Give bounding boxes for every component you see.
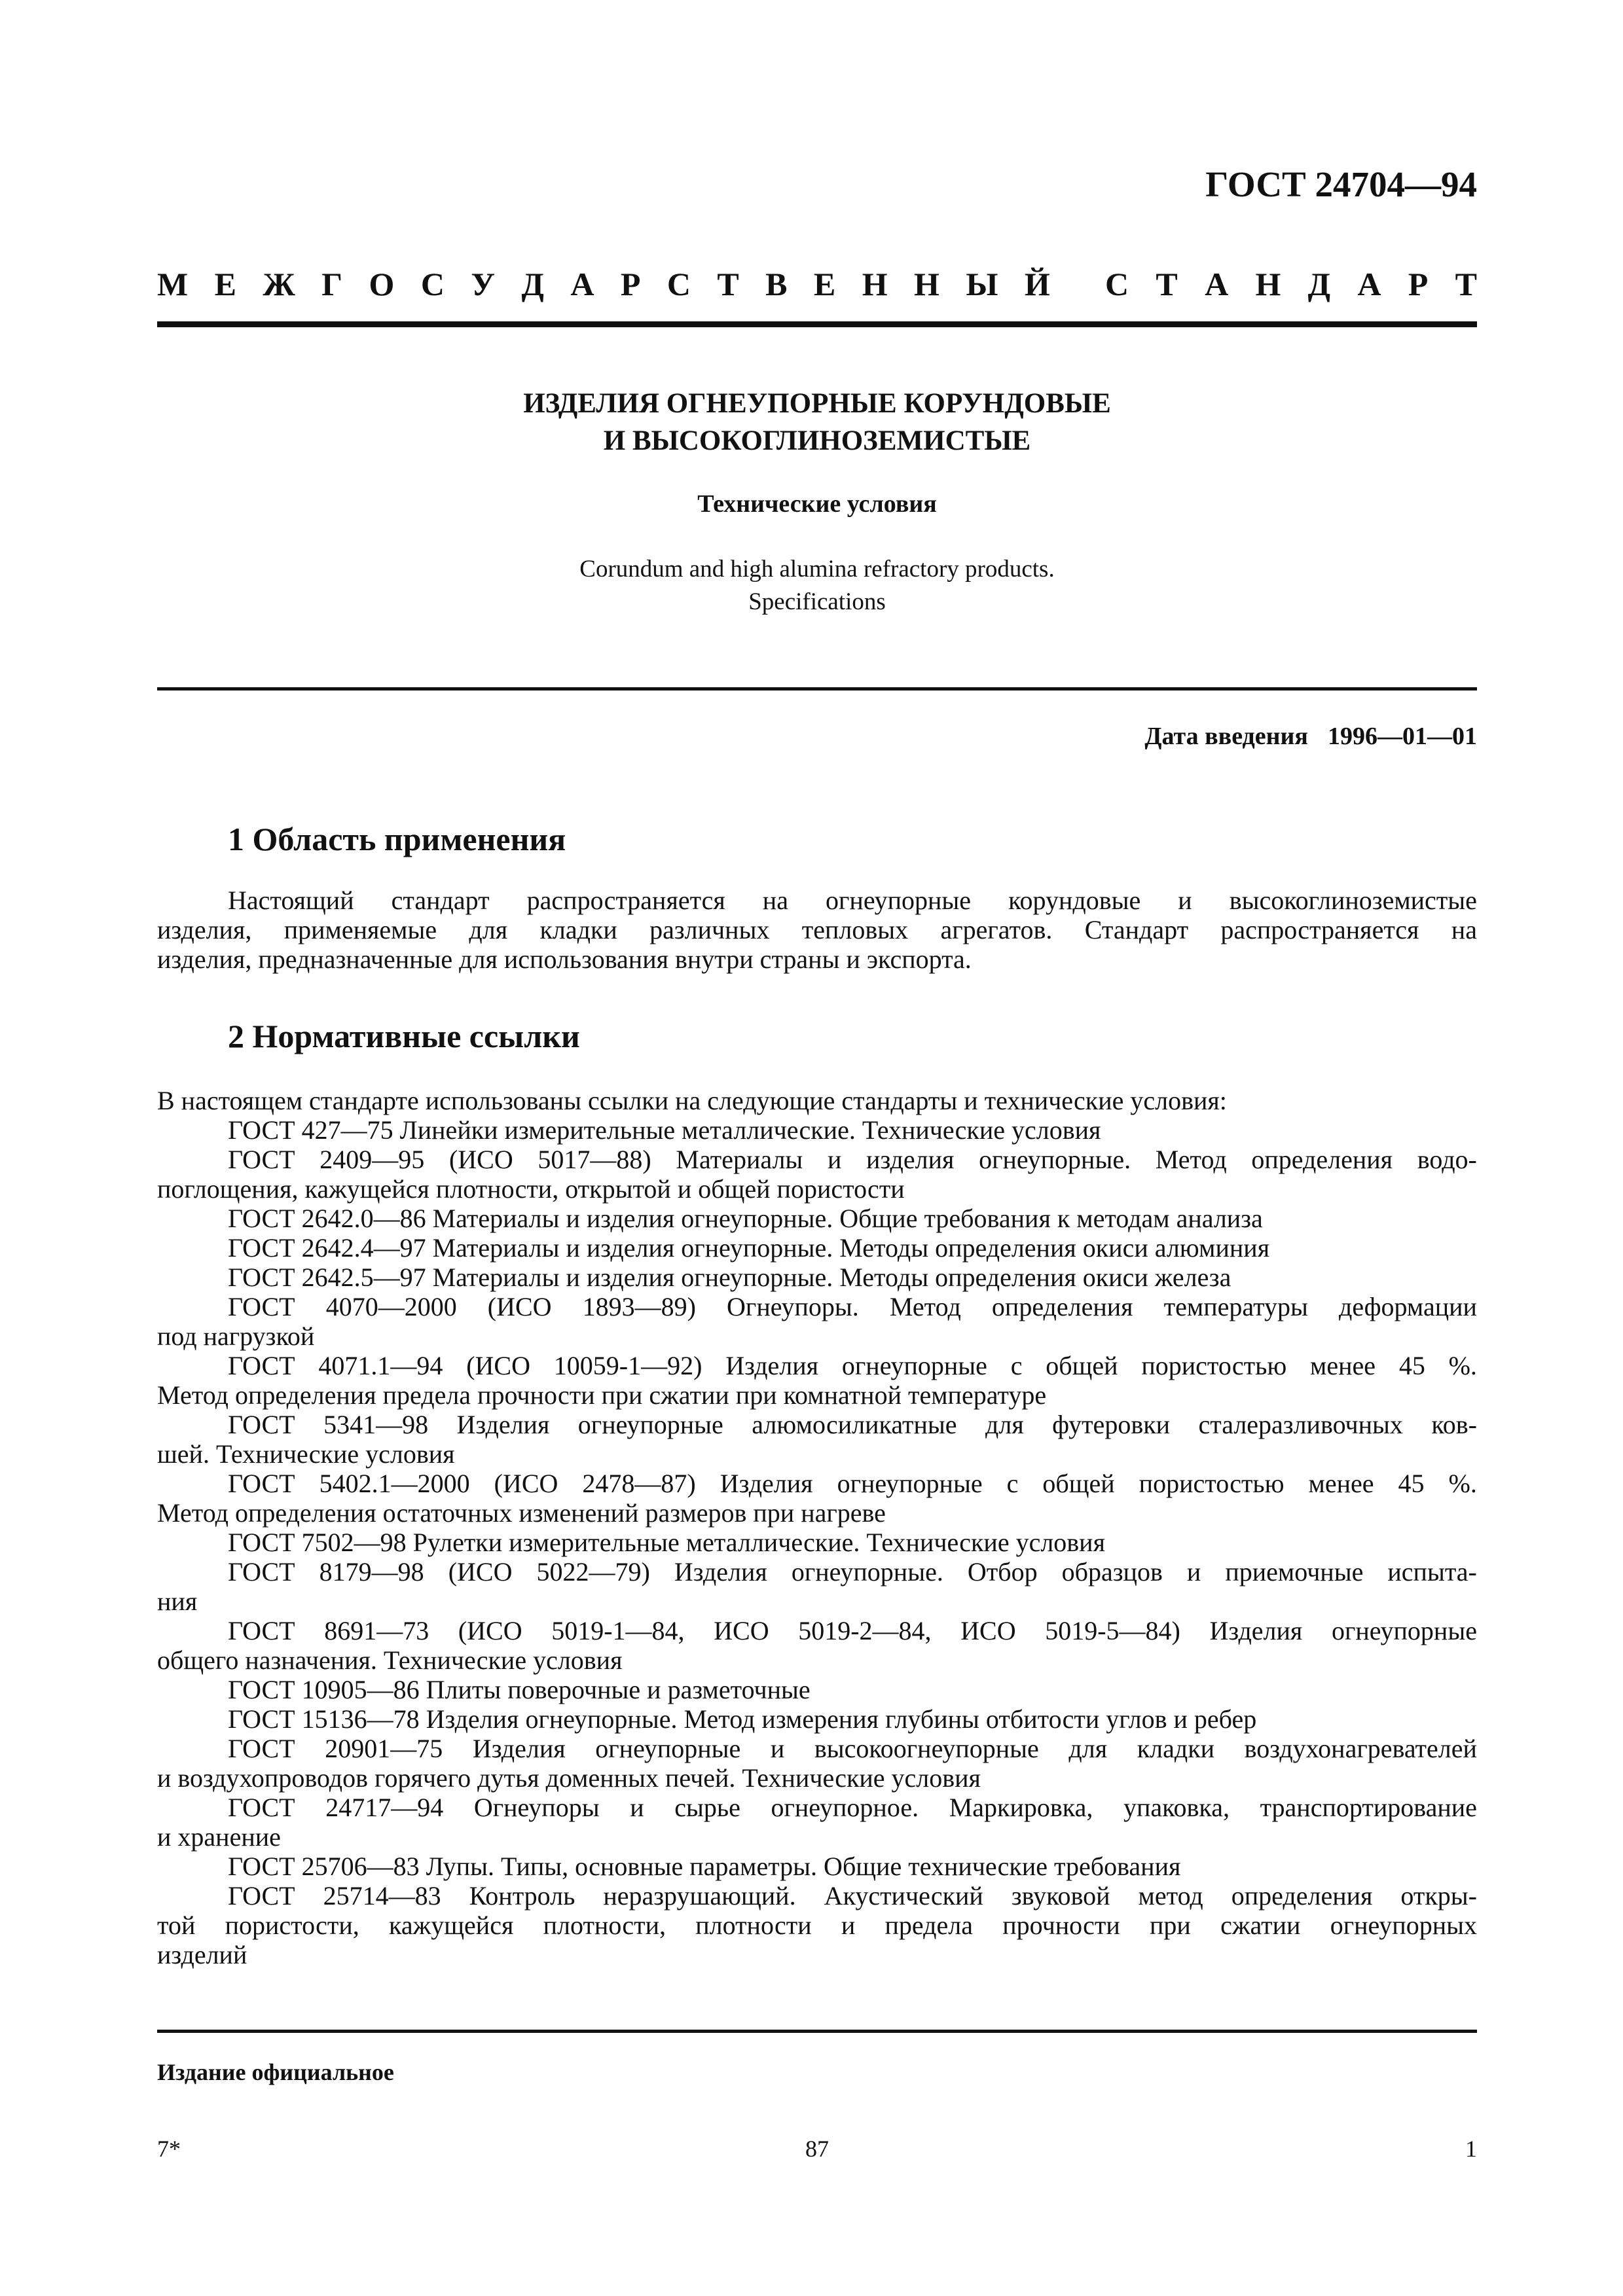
scope-line: изделия, предназначенные для использования внутри страны и экспорта. xyxy=(157,944,972,974)
reference-item xyxy=(157,1734,1477,1793)
word: 2409—95 xyxy=(319,1145,425,1174)
header-letter: У xyxy=(471,266,496,302)
gost-number: ГОСТ 24704—94 xyxy=(1205,164,1477,204)
reference-item xyxy=(157,1616,1477,1675)
header-letter: В xyxy=(765,266,788,302)
word: для xyxy=(469,915,508,944)
word: Настоящий xyxy=(228,886,354,915)
word: 5019-5—84) xyxy=(1045,1616,1180,1645)
word: 25714—83 xyxy=(323,1881,441,1910)
word: кажущейся xyxy=(389,1910,514,1940)
word: распространяется xyxy=(1220,915,1419,944)
word: и xyxy=(630,1793,644,1822)
word: определения xyxy=(1251,1145,1393,1174)
header-letter: Н xyxy=(1255,266,1281,302)
word: корундовые xyxy=(1008,886,1141,915)
header-letter: Д xyxy=(1307,266,1331,302)
word: пористости, xyxy=(225,1910,359,1940)
word: Изделия xyxy=(720,1469,813,1498)
word: неразрушающий. xyxy=(603,1881,796,1910)
header-letter: Е xyxy=(214,266,236,302)
page-number: 1 xyxy=(1465,2136,1477,2162)
word: огнеупорные xyxy=(595,1734,741,1763)
word: предела xyxy=(884,1910,973,1940)
word: плотности, xyxy=(543,1910,666,1940)
section-heading-references: 2 Нормативные ссылки xyxy=(228,1018,580,1054)
word: огнеупорные xyxy=(837,1469,983,1498)
reference-item xyxy=(157,1115,1477,1145)
reference-line: ГОСТ 7502—98 Рулетки измерительные металлические. Технические условия xyxy=(228,1528,1105,1557)
word: метод xyxy=(1138,1881,1203,1910)
word: Огнеупоры. xyxy=(727,1292,859,1321)
references-list xyxy=(157,1086,1477,1969)
header-letter: Т xyxy=(1156,266,1178,302)
header-letter: Ы xyxy=(966,266,998,302)
header-letter: Н xyxy=(862,266,888,302)
word: Изделия xyxy=(674,1557,767,1587)
word: образцов xyxy=(1061,1557,1163,1587)
header-letter: С xyxy=(666,266,691,302)
word: распространяется xyxy=(526,886,725,915)
reference-line: ния xyxy=(157,1587,198,1616)
word: сжатии xyxy=(1220,1910,1301,1940)
header-letter: Т xyxy=(1455,266,1477,302)
header-letter: С xyxy=(1105,266,1129,302)
document-title xyxy=(157,385,1477,459)
word: изделия, xyxy=(157,915,252,944)
reference-line: Метод определения остаточных изменений размеров при нагреве xyxy=(157,1498,886,1528)
reference-line xyxy=(157,1881,1477,1910)
reference-line: ГОСТ 427—75 Линейки измерительные металлические. Технические условия xyxy=(228,1115,1101,1145)
word: огнеупорные. xyxy=(979,1145,1131,1174)
word: определения xyxy=(991,1292,1133,1321)
word: футеровки xyxy=(1052,1410,1171,1439)
header-letter: О xyxy=(369,266,395,302)
word: 5017—88) xyxy=(538,1145,651,1174)
word: 4070—2000 xyxy=(325,1292,457,1321)
reference-line xyxy=(157,1734,1477,1763)
word: кладки xyxy=(539,915,617,944)
reference-item xyxy=(157,1881,1477,1969)
reference-line xyxy=(157,1910,1477,1940)
word: испыта- xyxy=(1387,1557,1477,1587)
reference-item xyxy=(157,1292,1477,1351)
reference-line xyxy=(157,1145,1477,1174)
word: 5341—98 xyxy=(323,1410,429,1439)
reference-item xyxy=(157,1528,1477,1557)
word: алюмосиликатные xyxy=(752,1410,957,1439)
header-letter: Т xyxy=(717,266,739,302)
reference-item xyxy=(157,1704,1477,1734)
reference-line: и хранение xyxy=(157,1822,281,1852)
word: для xyxy=(1068,1734,1108,1763)
reference-item xyxy=(157,1675,1477,1704)
word: той xyxy=(157,1910,196,1940)
word: ков- xyxy=(1431,1410,1477,1439)
header-letter: Й xyxy=(1024,266,1050,302)
word: (ИСО xyxy=(487,1292,552,1321)
interstate-word-2 xyxy=(1105,265,1477,303)
word: Огнеупоры xyxy=(473,1793,600,1822)
word: кладки xyxy=(1137,1734,1215,1763)
word: огнеупорные xyxy=(1331,1616,1477,1645)
footer-mark: 7* xyxy=(157,2136,181,2162)
scope-paragraph xyxy=(157,886,1477,974)
reference-line: шей. Технические условия xyxy=(157,1439,455,1469)
word: огнеупорные xyxy=(826,886,972,915)
word: сырье xyxy=(674,1793,740,1822)
word: ГОСТ xyxy=(228,1351,295,1380)
header-letter: Н xyxy=(914,266,939,302)
word: с xyxy=(1010,1351,1023,1380)
reference-line: поглощения, кажущейся плотности, открытой и общей пористости xyxy=(157,1174,905,1204)
word: огнеупорное. xyxy=(771,1793,919,1822)
word: ГОСТ xyxy=(228,1734,295,1763)
word: ГОСТ xyxy=(228,1557,295,1587)
word: изделия xyxy=(866,1145,955,1174)
reference-item xyxy=(157,1263,1477,1292)
word: упаковка, xyxy=(1123,1793,1230,1822)
word: (ИСО xyxy=(466,1351,530,1380)
word: %. xyxy=(1448,1469,1477,1498)
header-letter: Д xyxy=(521,266,544,302)
reference-line: изделий xyxy=(157,1940,247,1969)
word: Метод xyxy=(889,1292,961,1321)
word: Стандарт xyxy=(1084,915,1189,944)
word: Изделия xyxy=(725,1351,819,1380)
word: откры- xyxy=(1400,1881,1477,1910)
section-heading-scope: 1 Область применения xyxy=(228,821,566,857)
reference-item xyxy=(157,1351,1477,1410)
word: огнеупорные xyxy=(577,1410,723,1439)
word: менее xyxy=(1308,1469,1374,1498)
word: (ИСО xyxy=(494,1469,558,1498)
word: общей xyxy=(1042,1469,1115,1498)
header-letter: Е xyxy=(813,266,836,302)
word: деформации xyxy=(1339,1292,1477,1321)
word: различных xyxy=(649,915,770,944)
reference-line: ГОСТ 10905—86 Плиты поверочные и разметочные xyxy=(228,1675,811,1704)
header-letter: Р xyxy=(1408,266,1429,302)
word: определения xyxy=(1231,1881,1373,1910)
word: 20901—75 xyxy=(325,1734,443,1763)
word: с xyxy=(1006,1469,1019,1498)
word: 5022—79) xyxy=(536,1557,650,1587)
word: пористостью xyxy=(1141,1351,1287,1380)
word: температуры xyxy=(1163,1292,1308,1321)
word: огнеупорные xyxy=(841,1351,987,1380)
word: 1893—89) xyxy=(582,1292,696,1321)
word: и xyxy=(770,1734,785,1763)
word: для xyxy=(985,1410,1024,1439)
header-letter: А xyxy=(1205,266,1229,302)
word: Отбор xyxy=(967,1557,1038,1587)
word: ГОСТ xyxy=(228,1292,295,1321)
reference-item xyxy=(157,1233,1477,1263)
word: применяемые xyxy=(283,915,437,944)
word: 10059-1—92) xyxy=(553,1351,702,1380)
word: менее xyxy=(1310,1351,1376,1380)
word: 45 xyxy=(1398,1469,1425,1498)
official-edition-label: Издание официальное xyxy=(157,2059,394,2085)
word: огнеупорные. xyxy=(791,1557,943,1587)
word: водо- xyxy=(1417,1145,1477,1174)
word: ИСО xyxy=(960,1616,1016,1645)
word: ГОСТ xyxy=(228,1145,295,1174)
word: %. xyxy=(1448,1351,1477,1380)
reference-line: под нагрузкой xyxy=(157,1321,315,1351)
document-title-line-2: И ВЫСОКОГЛИНОЗЕМИСТЫЕ xyxy=(603,425,1031,456)
word: 8179—98 xyxy=(319,1557,424,1587)
reference-item xyxy=(157,1410,1477,1469)
word: ГОСТ xyxy=(228,1881,295,1910)
reference-line: и воздухопроводов горячего дутья доменных печей. Технические условия xyxy=(157,1763,981,1793)
document-title-line-1: ИЗДЕЛИЯ ОГНЕУПОРНЫЕ КОРУНДОВЫЕ xyxy=(523,388,1111,419)
word: Контроль xyxy=(469,1881,575,1910)
scope-line xyxy=(157,915,1477,944)
reference-line xyxy=(157,1469,1477,1498)
header-letter: Р xyxy=(620,266,641,302)
header-letter: С xyxy=(420,266,445,302)
word: ГОСТ xyxy=(228,1410,295,1439)
word: Акустический xyxy=(824,1881,983,1910)
reference-line xyxy=(157,1793,1477,1822)
word: тепловых xyxy=(801,915,909,944)
reference-item xyxy=(157,1204,1477,1233)
word: (ИСО xyxy=(448,1557,513,1587)
introduction-date-label: Дата введения xyxy=(1144,723,1308,750)
reference-line: ГОСТ 2642.5—97 Материалы и изделия огнеупорные. Методы определения окиси железа xyxy=(228,1263,1231,1292)
word: (ИСО xyxy=(448,1145,513,1174)
english-title-line-1: Corundum and high alumina refractory products. xyxy=(579,556,1055,583)
references-intro: В настоящем стандарте использованы ссылки на следующие стандарты и технические условия: xyxy=(157,1086,1227,1115)
word: ИСО xyxy=(714,1616,769,1645)
reference-line: ГОСТ 2642.4—97 Материалы и изделия огнеупорные. Методы определения окиси алюминия xyxy=(228,1233,1270,1263)
reference-line: ГОСТ 2642.0—86 Материалы и изделия огнеупорные. Общие требования к методам анализа xyxy=(228,1204,1263,1233)
reference-line xyxy=(157,1351,1477,1380)
word: стандарт xyxy=(391,886,490,915)
word: общей xyxy=(1046,1351,1118,1380)
word: транспортирование xyxy=(1260,1793,1477,1822)
title-rule xyxy=(157,687,1477,691)
word: и xyxy=(1186,1557,1201,1587)
header-rule xyxy=(157,321,1477,327)
word: 5019-1—84, xyxy=(551,1616,685,1645)
word: прочности xyxy=(1002,1910,1120,1940)
word: Изделия xyxy=(456,1410,550,1439)
word: и xyxy=(827,1145,842,1174)
word: и xyxy=(1178,886,1192,915)
reference-item xyxy=(157,1145,1477,1204)
word: 45 xyxy=(1398,1351,1425,1380)
header-letter: Г xyxy=(321,266,343,302)
word: Изделия xyxy=(1209,1616,1303,1645)
reference-line xyxy=(157,1292,1477,1321)
page-footer xyxy=(157,2135,1477,2168)
word: Маркировка, xyxy=(949,1793,1093,1822)
word: и xyxy=(841,1910,856,1940)
header-letter: Ж xyxy=(263,266,295,302)
reference-item xyxy=(157,1852,1477,1881)
word: воздухонагревателей xyxy=(1244,1734,1477,1763)
word: Метод xyxy=(1155,1145,1227,1174)
word: высокоглиноземистые xyxy=(1229,886,1477,915)
word: 5019-2—84, xyxy=(798,1616,932,1645)
reference-line: общего назначения. Технические условия xyxy=(157,1645,623,1675)
footer-rule xyxy=(157,2030,1477,2033)
introduction-date-value: 1996—01—01 xyxy=(1328,723,1477,750)
word: ГОСТ xyxy=(228,1616,295,1645)
reference-line: Метод определения предела прочности при сжатии при комнатной температуре xyxy=(157,1380,1047,1410)
word: на xyxy=(762,886,788,915)
english-title-line-2: Specifications xyxy=(748,588,886,615)
word: огнеупорных xyxy=(1330,1910,1477,1940)
word: на xyxy=(1451,915,1477,944)
interstate-word-1 xyxy=(157,265,1050,303)
reference-item xyxy=(157,1793,1477,1852)
word: 8691—73 xyxy=(324,1616,429,1645)
word: 4071.1—94 xyxy=(318,1351,443,1380)
word: Материалы xyxy=(676,1145,803,1174)
reference-line: ГОСТ 15136—78 Изделия огнеупорные. Метод измерения глубины отбитости углов и ребер xyxy=(228,1704,1257,1734)
word: звуковой xyxy=(1011,1881,1110,1910)
scope-line xyxy=(157,886,1477,915)
interstate-standard-header xyxy=(157,265,1477,303)
reference-line xyxy=(157,1410,1477,1439)
introduction-date xyxy=(1144,722,1477,751)
reference-line: ГОСТ 25706—83 Лупы. Типы, основные параметры. Общие технические требования xyxy=(228,1852,1181,1881)
word: высокоогнеупорные xyxy=(814,1734,1039,1763)
header-letter: М xyxy=(157,266,189,302)
word: Изделия xyxy=(472,1734,566,1763)
word: 5402.1—2000 xyxy=(319,1469,470,1498)
word: приемочные xyxy=(1225,1557,1364,1587)
word: агрегатов. xyxy=(940,915,1053,944)
reference-item xyxy=(157,1469,1477,1528)
word: при xyxy=(1150,1910,1191,1940)
references-items xyxy=(157,1115,1477,1969)
word: пористостью xyxy=(1139,1469,1285,1498)
word: плотности xyxy=(695,1910,812,1940)
word: сталеразливочных xyxy=(1198,1410,1403,1439)
footer-center-number: 87 xyxy=(805,2136,829,2162)
reference-item xyxy=(157,1557,1477,1616)
reference-line xyxy=(157,1616,1477,1645)
word: 2478—87) xyxy=(582,1469,696,1498)
reference-line xyxy=(157,1557,1477,1587)
english-title xyxy=(157,553,1477,619)
word: ГОСТ xyxy=(228,1793,295,1822)
header-letter: А xyxy=(570,266,594,302)
document-subtitle: Технические условия xyxy=(697,490,937,518)
header-letter: А xyxy=(1357,266,1381,302)
word: 24717—94 xyxy=(325,1793,444,1822)
word: (ИСО xyxy=(458,1616,522,1645)
word: ГОСТ xyxy=(228,1469,295,1498)
